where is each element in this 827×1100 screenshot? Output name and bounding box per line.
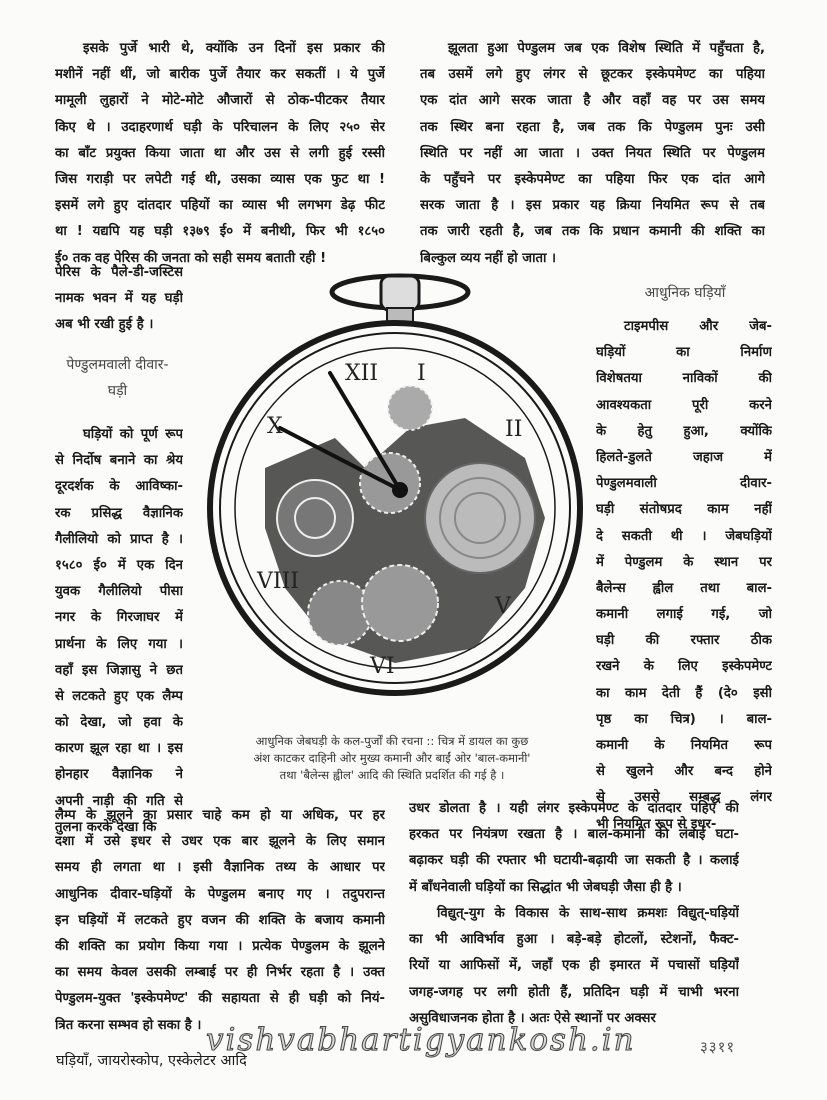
text-line: त्रित करना सम्भव हो सका है ।: [55, 1017, 202, 1033]
text-line: से लटकते हुए एक लैम्प: [55, 688, 183, 704]
svg-text:XII: XII: [345, 361, 379, 386]
text-line: समय ही लगता था । इसी वैज्ञानिक तथ्य के आधार पर: [55, 860, 385, 876]
text-line: तक जारी रहती है, जब तक कि प्रधान कमानी की शक्ति का: [420, 224, 765, 240]
text-line: सरक जाता है । इस प्रकार यह क्रिया नियमित रूप से तब: [420, 198, 765, 214]
text-line: भी नियमित रूप से इधर-: [596, 816, 717, 832]
text-right-narrow: [596, 314, 772, 838]
text-line: तक स्थिर बना रहता है, जब तक कि पेण्डुलम पुनः उसी: [420, 119, 765, 135]
text-line: दशा में उसे इधर से उधर एक बार झूलने के लिए समान: [55, 834, 385, 850]
text-line: टाइमपीस और जेब-: [624, 319, 772, 334]
svg-text:II: II: [505, 417, 523, 442]
text-line: अपनी नाड़ी की गति से: [55, 793, 183, 809]
text-line: मशीनें नहीं थीं, जो बारीक पुर्जे तैयार कर सकतीं । ये पुर्जे: [55, 67, 385, 83]
text-line: बैलेन्स ह्वील तथा बाल-: [596, 580, 772, 596]
text-line: स्थिति पर नहीं आ जाता । उक्त नियत स्थिति पर पेण्डुलम: [420, 145, 765, 161]
text-line: रियों या आफिसों में, जहाँ एक ही इमारत में पचासों घड़ियाँ: [409, 958, 739, 974]
text-line: झूलता हुआ पेण्डुलम जब एक विशेष स्थिति में पहुँचता है,: [448, 41, 765, 56]
text-top-left: [55, 36, 385, 272]
text-line: युवक गैलीलियो पीसा: [55, 584, 183, 600]
text-left-narrow-a: [55, 260, 183, 339]
text-line: उधर डोलता है । यही लंगर इस्केपमेण्ट के दांतदार पहिए की: [409, 801, 739, 816]
mainspring-icon: [425, 463, 535, 573]
text-line: हरकत पर नियंत्रण रखता है । बाल-कमानी की लंबाई घटा-: [409, 827, 739, 843]
text-line: इसमें लगे हुए दांतदार पहियों का व्यास भी लगभग डेढ़ फीट: [55, 198, 385, 214]
page-number: ३३११: [700, 1038, 736, 1056]
text-line: पेरिस के पैले-डी-जस्टिस: [55, 265, 183, 280]
text-line: कमानी लगाई गई, जो: [596, 607, 772, 623]
text-line: कमानी के नियमित रूप: [596, 738, 772, 753]
text-line: था ! यद्यपि यह घड़ी १३७९ ई० में बनीथी, फिर भी १८५०: [55, 224, 385, 240]
text-line: रखने के लिए इस्केपमेण्ट: [596, 659, 772, 675]
text-line: कारण झूल रहा था । इस: [55, 741, 183, 757]
text-line: नामक भवन में यह घड़ी: [55, 291, 183, 307]
text-line: का काम देती हैं (दे० इसी: [596, 685, 772, 701]
heading-line: घड़ी: [107, 383, 128, 399]
gear-icon: [388, 386, 432, 430]
text-line: हिलते-डुलते जहाज में: [596, 449, 772, 465]
text-line: घड़ियों का निर्माण: [596, 345, 772, 361]
caption-line: अंश काटकर दाहिनी ओर मुख्य कमानी और बाईं ओर 'बाल-कमानी': [253, 751, 531, 765]
text-line: प्रार्थना के लिए गया ।: [55, 636, 183, 652]
pocket-watch-illustration: [195, 268, 595, 718]
text-line: १५८० ई० में एक दिन: [55, 557, 183, 573]
text-line: इसके पुर्जे भारी थे, क्योंकि उन दिनों इस प्रकार की: [83, 41, 385, 56]
text-line: घड़ी की रफ्तार ठीक: [596, 633, 772, 649]
text-line: ई० तक वह पेरिस की जनता को सही समय बताती रही !: [55, 250, 327, 266]
text-left-narrow-b: [55, 422, 183, 841]
balance-wheel-icon: [277, 480, 353, 556]
caption-line: आधुनिक जेबघड़ी के कल-पुर्जों की रचना :: चित्र में डायल का कुछ: [255, 734, 529, 748]
text-line: का बाँट प्रयुक्त किया जाता था और उस से लगी हुई रस्सी: [55, 145, 385, 161]
text-line: घड़ियों को पूर्ण रूप: [83, 427, 183, 442]
text-line: अब भी रखी हुई है ।: [55, 317, 154, 333]
text-line: में पेण्डुलम के स्थान पर: [596, 554, 772, 570]
text-line: इन घड़ियों में लटकते हुए वजन की शक्ति के बजाय कमानी: [55, 912, 385, 928]
watermark: vishvabhartigyankosh.in: [206, 1022, 636, 1058]
text-line: नगर के गिरजाघर में: [55, 610, 183, 626]
text-bottom-left: [55, 803, 385, 1039]
caption-line: तथा 'बैलेन्स ह्वील' आदि की स्थिति प्रदर्शित की गई है ।: [279, 768, 505, 782]
text-line: गैलीलियो को प्राप्त है ।: [55, 531, 183, 547]
text-line: से उससे सम्बद्ध लंगर: [596, 790, 772, 806]
text-line: होनहार वैज्ञानिक ने: [55, 767, 183, 783]
text-line: किए थे । उदाहरणार्थ घड़ी के परिचालन के लिए २५० सेर: [55, 119, 385, 135]
heading-line: पेण्डुलमवाली दीवार-: [66, 357, 169, 373]
text-line: रक प्रसिद्ध वैज्ञानिक: [55, 505, 183, 521]
text-line: पेण्डुलम-युक्त 'इस्केपमेण्ट' की सहायता से ही घड़ी को नियं-: [55, 991, 385, 1007]
svg-text:I: I: [417, 361, 426, 386]
text-line: से निर्दोष बनाने का श्रेय: [55, 453, 183, 469]
text-line: जगह-जगह पर लगी होती हैं, प्रतिदिन घड़ी में चाभी भरना: [409, 984, 739, 1000]
text-line: का भी आविर्भाव हुआ । बड़े-बड़े होटलों, स्टेशनों, फैक्ट-: [409, 932, 739, 948]
heading-modern-watches: आधुनिक घड़ियाँ: [644, 285, 726, 301]
text-line: तुलना करके देखा कि: [55, 819, 157, 835]
svg-text:VIII: VIII: [257, 569, 299, 594]
text-bottom-right-a: [409, 796, 739, 901]
text-line: को देखा, जो हवा के: [55, 715, 183, 731]
text-line: के पहुँचने पर इस्केपमेण्ट का पहिया फिर एक दांत आगे: [420, 171, 765, 187]
text-line: दूरदर्शक के आविष्का-: [55, 479, 183, 495]
text-line: पृष्ठ का चित्र) । बाल-: [596, 711, 772, 727]
text-line: मामूली लुहारों ने मोटे-मोटे औजारों से ठोक-पीटकर तैयार: [55, 93, 385, 109]
gear-icon: [362, 565, 438, 641]
text-line: विशेषतया नाविकों की: [596, 371, 772, 387]
text-line: से खुलने और बन्द होने: [596, 764, 772, 780]
text-line: घड़ी संतोषप्रद काम नहीं: [596, 502, 772, 518]
text-line: दे सकती थी । जेबघड़ियों: [596, 528, 772, 544]
text-line: की शक्ति का प्रयोग किया गया । प्रत्येक पेण्डुलम के झूलने: [55, 938, 385, 954]
svg-text:V: V: [495, 594, 511, 619]
text-line: आधुनिक दीवार-घड़ियों के पेण्डुलम बनाए गए । तदुपरान्त: [55, 886, 385, 902]
watch-crown: [381, 276, 419, 310]
heading-pendulum-clock: [30, 352, 205, 404]
svg-text:VI: VI: [370, 654, 395, 679]
gear-icon: [308, 581, 372, 645]
text-top-right: [420, 36, 765, 272]
text-line: लैम्प के झूलने का प्रसार चाहे कम हो या अधिक, पर हर: [55, 808, 385, 823]
text-line: बिल्कुल व्यय नहीं हो जाता ।: [420, 250, 557, 266]
text-line: जिस गराड़ी पर लपेटी गई थी, उसका व्यास एक फुट था !: [55, 171, 385, 187]
footer-title: घड़ियाँ, जायरोस्कोप, एस्केलेटर आदि: [56, 1053, 247, 1069]
text-line: वहाँ इस जिज्ञासु ने छत: [55, 662, 183, 678]
text-line: विद्युत्-युग के विकास के साथ-साथ क्रमशः विद्युत्-घड़ियों: [437, 906, 739, 921]
text-line: का समय केवल उसकी लम्बाई पर ही निर्भर रहता है । उक्त: [55, 965, 385, 981]
text-line: में बाँधनेवाली घड़ियों का सिद्धांत भी जेबघड़ी जैसा ही है ।: [409, 879, 682, 895]
text-line: आवश्यकता पूरी करने: [596, 397, 772, 413]
figure-caption: [196, 733, 588, 784]
text-line: तब उसमें लगे हुए लंगर से छूटकर इस्केपमेण्ट का पहिया: [420, 67, 765, 83]
text-line: पेण्डुलमवाली दीवार-: [596, 476, 772, 492]
text-bottom-right-b: [409, 901, 739, 1032]
svg-text:X: X: [267, 414, 283, 439]
text-line: असुविधाजनक होता है । अतः ऐसे स्थानों पर अक्सर: [409, 1010, 656, 1026]
text-line: एक दांत आगे सरक जाता है और वहाँ वह पर उस समय: [420, 93, 765, 109]
text-line: के हेतु हुआ, क्योंकि: [596, 423, 772, 439]
text-line: बढ़ाकर घड़ी की रफ्तार भी घटायी-बढ़ायी जा सकती है । कलाई: [409, 853, 739, 869]
